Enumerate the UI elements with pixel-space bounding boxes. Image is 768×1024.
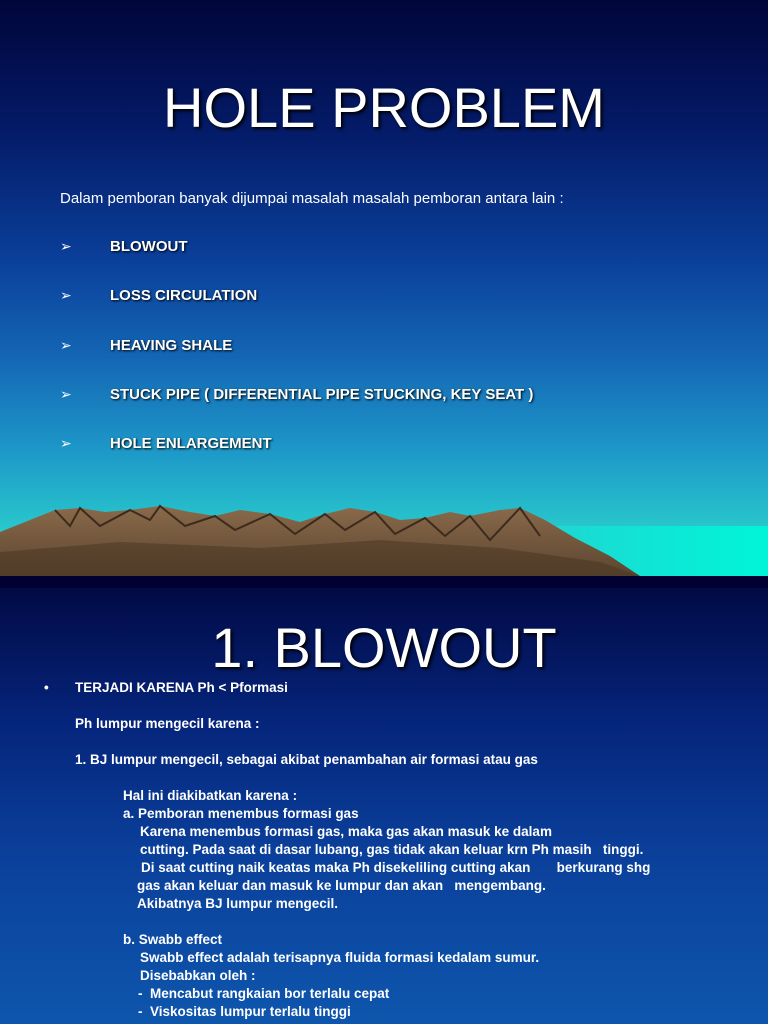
body-line: - Viskositas lumpur terlalu tinggi: [138, 1004, 351, 1019]
body-line: Swabb effect adalah terisapnya fluida formasi kedalam sumur.: [140, 950, 540, 965]
body-line: cutting. Pada saat di dasar lubang, gas tidak akan keluar krn Ph masih tinggi.: [140, 842, 644, 857]
arrow-bullet-icon: ➢: [60, 287, 72, 304]
list-item-label: LOSS CIRCULATION: [110, 287, 258, 305]
slide-title: 1. BLOWOUT: [211, 616, 557, 679]
arrow-bullet-icon: ➢: [60, 385, 72, 402]
list-item-label: BLOWOUT: [110, 238, 188, 255]
body-line: Akibatnya BJ lumpur mengecil.: [137, 896, 339, 911]
bullet-dot-icon: •: [44, 680, 49, 695]
slide-blowout: [0, 588, 768, 1024]
body-line: Di saat cutting naik keatas maka Ph disekeliling cutting akan berkurang shg: [141, 860, 651, 875]
body-line: TERJADI KARENA Ph < Pformasi: [75, 680, 288, 695]
body-line: Karena menembus formasi gas, maka gas akan masuk ke dalam: [140, 824, 552, 839]
body-line: Ph lumpur mengecil karena :: [75, 716, 260, 731]
body-line: Hal ini diakibatkan karena :: [123, 788, 298, 803]
body-line: a. Pemboran menembus formasi gas: [123, 806, 359, 821]
list-item-label: STUCK PIPE ( DIFFERENTIAL PIPE STUCKING, KEY SEAT ): [110, 385, 534, 403]
body-line: 1. BJ lumpur mengecil, sebagai akibat penambahan air formasi atau gas: [75, 752, 538, 767]
list-item-label: HEAVING SHALE: [110, 336, 233, 354]
body-line: - Mencabut rangkaian bor terlalu cepat: [138, 986, 390, 1001]
body-line: gas akan keluar dan masuk ke lumpur dan akan mengembang.: [137, 878, 546, 893]
body-line: Disebabkan oleh :: [140, 968, 256, 983]
arrow-bullet-icon: ➢: [60, 435, 72, 452]
slide-title: HOLE PROBLEM: [163, 76, 605, 139]
arrow-bullet-icon: ➢: [60, 238, 72, 254]
arrow-bullet-icon: ➢: [60, 336, 72, 353]
list-item-label: HOLE ENLARGEMENT: [110, 435, 272, 453]
body-line: b. Swabb effect: [123, 932, 223, 947]
mountain-landscape-illustration: [0, 490, 768, 576]
intro-text: Dalam pemboran banyak dijumpai masalah masalah pemboran antara lain :: [60, 190, 564, 207]
